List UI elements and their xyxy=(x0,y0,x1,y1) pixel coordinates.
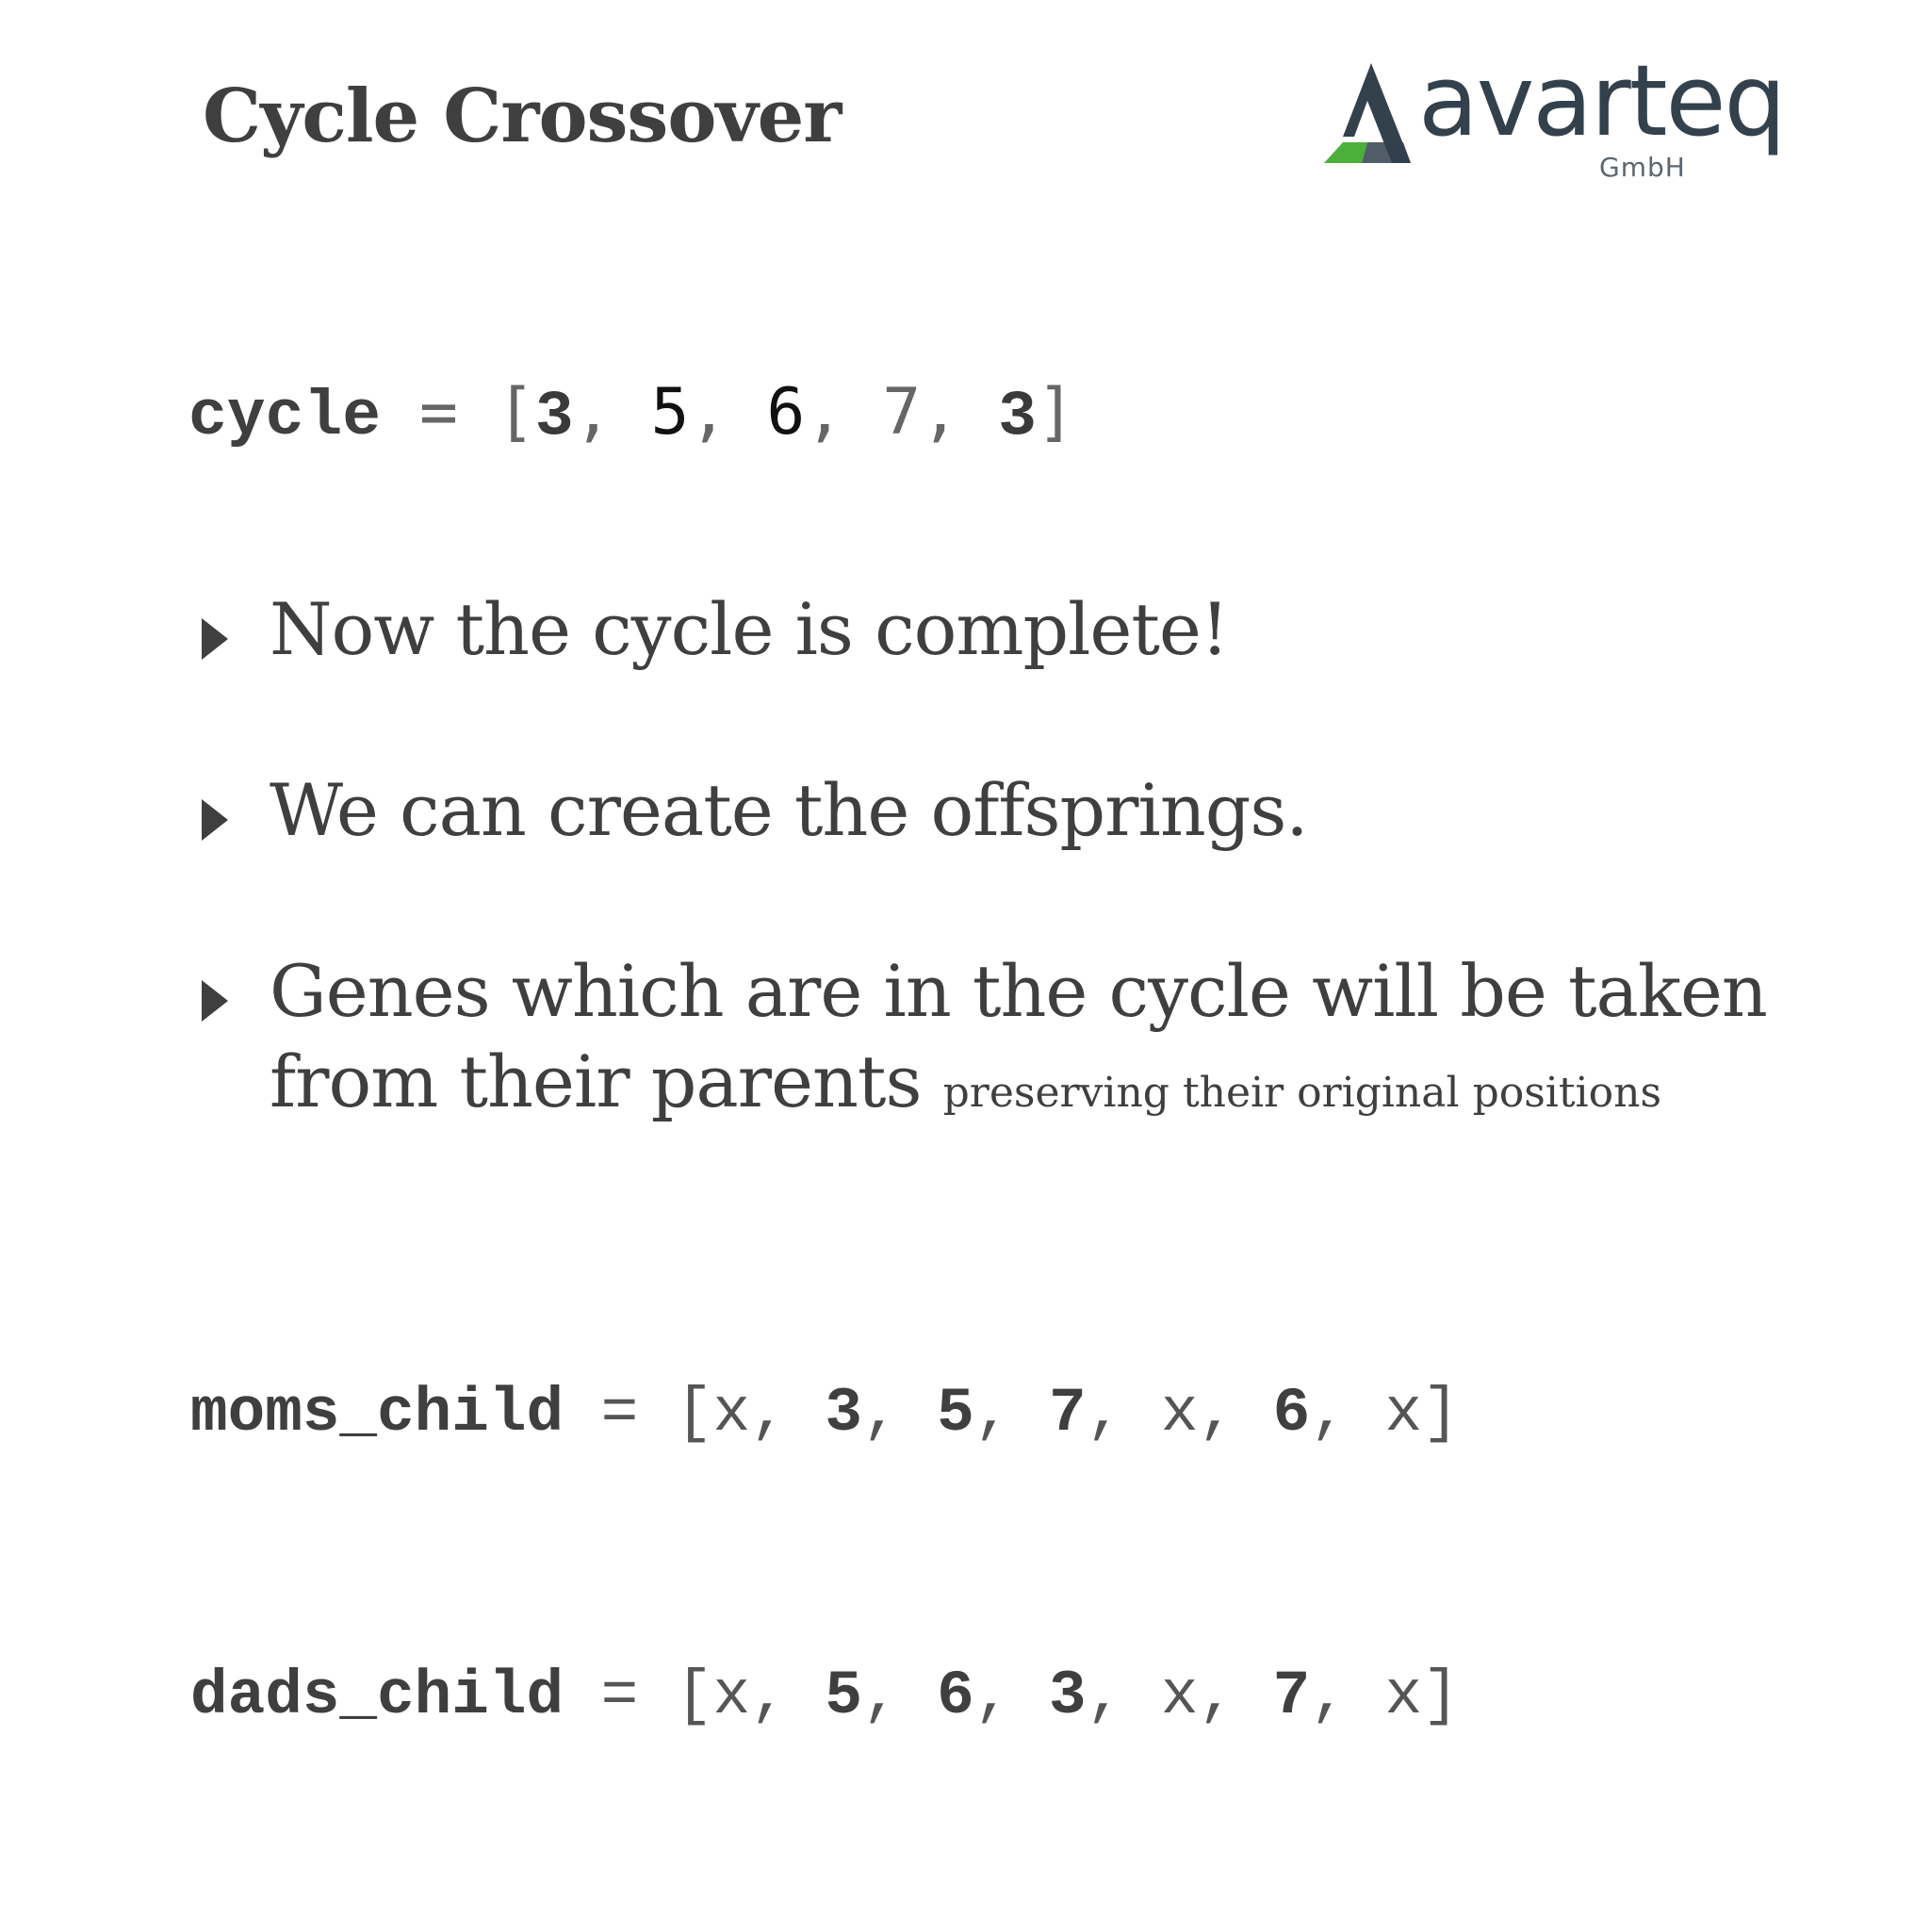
bullet-item xyxy=(198,765,1819,856)
bullet-note: preserving their original positions xyxy=(942,1069,1662,1117)
dads-child-line xyxy=(190,1649,1460,1744)
array-value: x xyxy=(712,1661,751,1731)
code-separator: , xyxy=(689,375,767,450)
array-value: x xyxy=(1160,1378,1199,1449)
code-open-bracket: [ xyxy=(675,1661,713,1731)
code-separator: , xyxy=(1198,1661,1273,1731)
cycle-value: 3 xyxy=(998,381,1037,453)
slide-title: Cycle Crossover xyxy=(203,74,842,159)
array-value: x xyxy=(1384,1661,1423,1731)
code-separator: , xyxy=(973,1378,1049,1449)
code-array-values xyxy=(713,1378,1423,1449)
code-separator: , xyxy=(1198,1378,1273,1449)
code-open-bracket: [ xyxy=(496,375,535,450)
bullet-item xyxy=(198,946,1819,1138)
bullet-text: Genes which are in the cycle will be taken from their parents xyxy=(270,949,1767,1123)
code-close-bracket: ] xyxy=(1422,1661,1460,1731)
bullet-text: Now the cycle is complete! xyxy=(270,587,1229,671)
code-separator: , xyxy=(805,375,883,450)
code-close-bracket: ] xyxy=(1036,375,1075,450)
array-value: x xyxy=(1160,1661,1199,1731)
code-open-bracket: [ xyxy=(675,1378,713,1449)
array-value: 7 xyxy=(1272,1661,1311,1731)
logo-subtitle: GmbH xyxy=(1599,152,1686,183)
array-value: x xyxy=(712,1378,751,1449)
company-logo xyxy=(1305,43,1785,203)
bullet-list xyxy=(198,584,1819,1229)
code-close-bracket: ] xyxy=(1422,1378,1460,1449)
code-separator: , xyxy=(750,1661,826,1731)
array-value: 5 xyxy=(937,1378,974,1449)
bullet-item xyxy=(198,584,1819,675)
code-separator: , xyxy=(573,375,651,450)
cycle-value: 3 xyxy=(534,381,574,453)
bullet-arrow-icon xyxy=(202,799,228,841)
array-value: 5 xyxy=(825,1661,862,1731)
cycle-value: 6 xyxy=(766,375,806,450)
code-separator: , xyxy=(861,1378,938,1449)
array-value: 7 xyxy=(1049,1378,1087,1449)
moms-child-line xyxy=(190,1367,1460,1461)
code-separator: , xyxy=(1310,1378,1385,1449)
cycle-code-line xyxy=(188,375,1075,453)
code-variable-name: moms_child xyxy=(190,1378,564,1449)
array-value: 6 xyxy=(937,1661,974,1731)
bullet-text: We can create the offsprings. xyxy=(270,768,1308,852)
array-value: 3 xyxy=(1049,1661,1087,1731)
cycle-value: 5 xyxy=(650,375,690,450)
code-variable-name: dads_child xyxy=(190,1661,564,1731)
code-separator: , xyxy=(1086,1378,1161,1449)
code-separator: , xyxy=(750,1378,826,1449)
array-value: x xyxy=(1384,1378,1423,1449)
code-separator: , xyxy=(921,375,999,450)
cycle-value: 7 xyxy=(882,375,922,450)
array-value: 3 xyxy=(825,1378,862,1449)
logo-triangle-icon xyxy=(1305,52,1428,174)
code-separator: , xyxy=(973,1661,1049,1731)
code-assign: = xyxy=(381,375,497,450)
code-variable-name: cycle xyxy=(188,381,382,453)
bullet-arrow-icon xyxy=(202,618,228,660)
bullet-arrow-icon xyxy=(202,980,228,1022)
code-assign: = xyxy=(564,1661,676,1731)
code-separator: , xyxy=(1086,1661,1161,1731)
logo-wordmark: avarteq xyxy=(1418,43,1785,158)
offspring-code-block xyxy=(190,1178,1460,1932)
code-separator: , xyxy=(861,1661,938,1731)
code-assign: = xyxy=(564,1378,676,1449)
code-array-values xyxy=(713,1661,1423,1731)
code-separator: , xyxy=(1310,1661,1385,1731)
array-value: 6 xyxy=(1272,1378,1311,1449)
